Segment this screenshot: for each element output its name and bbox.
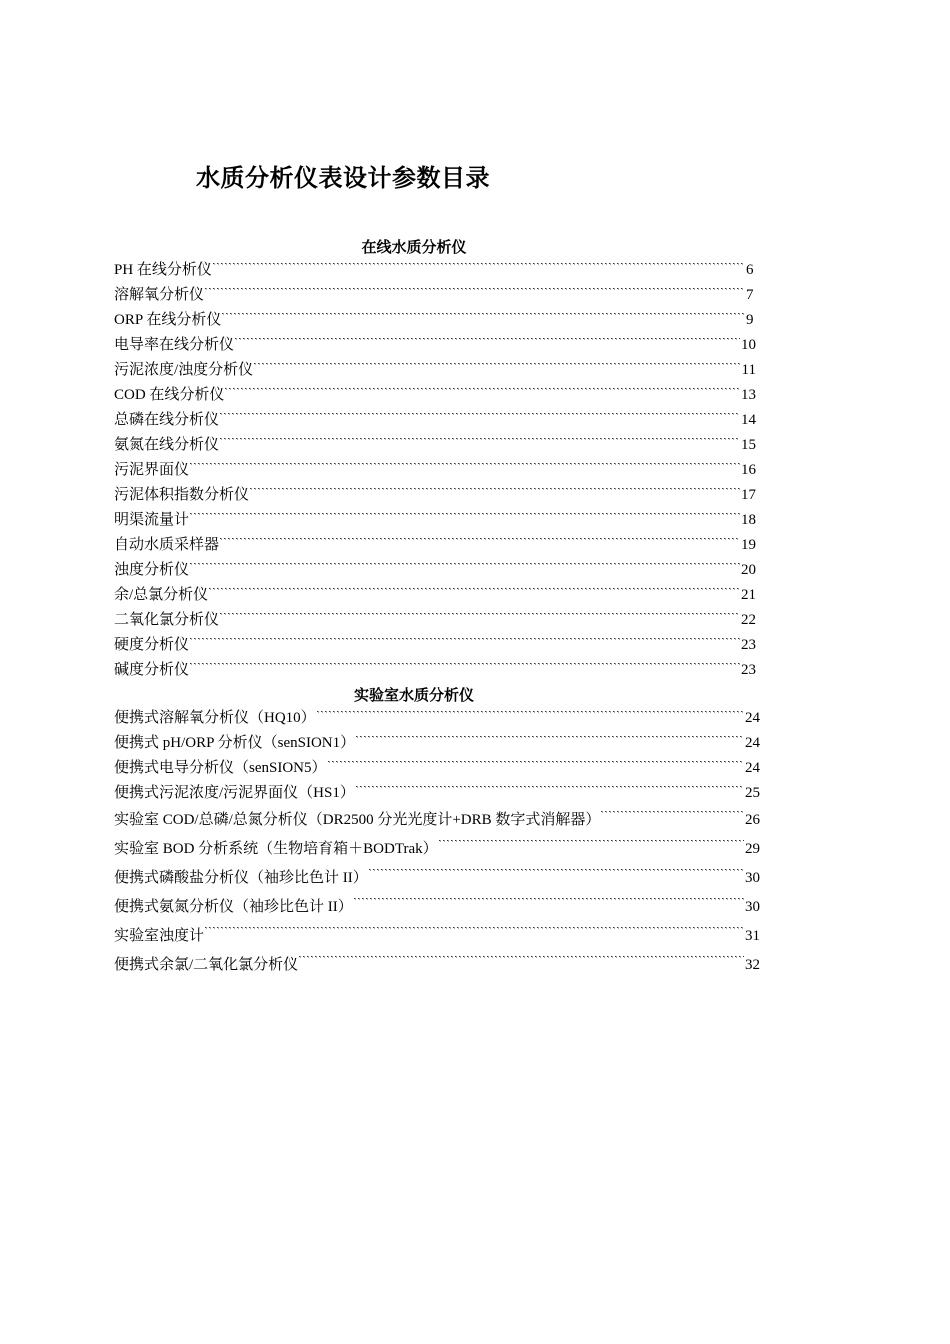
toc-entry[interactable] bbox=[114, 806, 760, 835]
toc-entry-page-number: 23 bbox=[741, 662, 756, 678]
toc-entry-page-number: 24 bbox=[745, 710, 760, 726]
toc-dot-leader bbox=[220, 613, 740, 619]
toc-entry-label: 便携式电导分析仪（senSION5） bbox=[114, 760, 327, 776]
toc-entry-label: 实验室 COD/总磷/总氮分析仪（DR2500 分光光度计+DRB 数字式消解器） bbox=[114, 812, 601, 828]
toc-entry[interactable] bbox=[114, 922, 760, 951]
toc-entry[interactable] bbox=[114, 358, 756, 383]
toc-entry[interactable] bbox=[114, 533, 756, 558]
toc-entry-page-number: 6 bbox=[746, 262, 754, 278]
toc-entry-label: 便携式氨氮分析仪（袖珍比色计 II） bbox=[114, 899, 353, 915]
toc-entry-label: 浊度分析仪 bbox=[114, 562, 190, 578]
toc-entry-page-number: 29 bbox=[745, 841, 760, 857]
toc-entry[interactable] bbox=[114, 781, 760, 806]
toc-entry[interactable] bbox=[114, 383, 756, 408]
toc-entry-page-number: 23 bbox=[741, 637, 756, 653]
toc-dot-leader bbox=[235, 338, 740, 344]
toc-entry-page-number: 18 bbox=[741, 512, 756, 528]
toc-entry-page-number: 20 bbox=[741, 562, 756, 578]
toc-entry[interactable] bbox=[114, 756, 760, 781]
toc-entry-page-number: 16 bbox=[741, 462, 756, 478]
toc-entry-label: 污泥体积指数分析仪 bbox=[114, 487, 250, 503]
toc-entry-label: 余/总氯分析仪 bbox=[114, 587, 209, 603]
toc-entry-label: 便携式污泥浓度/污泥界面仪（HS1） bbox=[114, 785, 355, 801]
toc-dot-leader bbox=[328, 761, 745, 767]
toc-dot-leader bbox=[190, 663, 740, 669]
toc-dot-leader bbox=[356, 736, 744, 742]
section-heading-laboratory: 实验室水质分析仪 bbox=[353, 686, 474, 704]
toc-entry[interactable] bbox=[114, 458, 756, 483]
section-heading-online: 在线水质分析仪 bbox=[361, 238, 467, 256]
toc-entry-label: ORP 在线分析仪 bbox=[114, 312, 222, 328]
toc-entry[interactable] bbox=[114, 864, 760, 893]
toc-entry-page-number: 31 bbox=[745, 928, 760, 944]
toc-list-laboratory bbox=[114, 706, 760, 980]
toc-entry-page-number: 32 bbox=[745, 957, 760, 973]
toc-entry-label: 自动水质采样器 bbox=[114, 537, 220, 553]
toc-entry-page-number: 26 bbox=[745, 812, 760, 828]
toc-dot-leader bbox=[225, 388, 740, 394]
toc-entry-label: 溶解氧分析仪 bbox=[114, 287, 205, 303]
toc-entry[interactable] bbox=[114, 633, 756, 658]
toc-dot-leader bbox=[190, 563, 740, 569]
toc-entry[interactable] bbox=[114, 308, 756, 333]
toc-dot-leader bbox=[220, 438, 740, 444]
toc-entry[interactable] bbox=[114, 893, 760, 922]
toc-dot-leader bbox=[356, 786, 744, 792]
toc-entry[interactable] bbox=[114, 258, 756, 283]
toc-entry-page-number: 10 bbox=[741, 337, 756, 353]
toc-entry-label: 总磷在线分析仪 bbox=[114, 412, 220, 428]
toc-dot-leader bbox=[369, 869, 744, 875]
toc-entry-label: 二氧化氯分析仪 bbox=[114, 612, 220, 628]
toc-entry-label: 硬度分析仪 bbox=[114, 637, 190, 653]
toc-entry-page-number: 22 bbox=[741, 612, 756, 628]
toc-entry-page-number: 17 bbox=[741, 487, 756, 503]
toc-dot-leader bbox=[299, 956, 744, 962]
toc-entry[interactable] bbox=[114, 558, 756, 583]
toc-entry[interactable] bbox=[114, 658, 756, 683]
toc-dot-leader bbox=[205, 927, 744, 933]
toc-entry-page-number: 14 bbox=[741, 412, 756, 428]
toc-dot-leader bbox=[220, 413, 740, 419]
toc-entry-page-number: 24 bbox=[745, 735, 760, 751]
toc-entry-page-number: 19 bbox=[741, 537, 756, 553]
toc-entry[interactable] bbox=[114, 483, 756, 508]
toc-dot-leader bbox=[354, 898, 744, 904]
toc-entry-label: 便携式 pH/ORP 分析仪（senSION1） bbox=[114, 735, 356, 751]
toc-entry-label: 明渠流量计 bbox=[114, 512, 190, 528]
toc-entry[interactable] bbox=[114, 333, 756, 358]
toc-dot-leader bbox=[220, 538, 740, 544]
toc-entry[interactable] bbox=[114, 835, 760, 864]
toc-entry[interactable] bbox=[114, 508, 756, 533]
toc-entry-page-number: 9 bbox=[746, 312, 754, 328]
toc-entry-page-number: 13 bbox=[741, 387, 756, 403]
toc-entry[interactable] bbox=[114, 951, 760, 980]
toc-dot-leader bbox=[209, 588, 740, 594]
toc-list-online bbox=[114, 258, 756, 683]
toc-entry-label: 污泥界面仪 bbox=[114, 462, 190, 478]
toc-entry[interactable] bbox=[114, 731, 760, 756]
toc-dot-leader bbox=[317, 711, 744, 717]
toc-entry-label: 污泥浓度/浊度分析仪 bbox=[114, 362, 254, 378]
toc-dot-leader bbox=[222, 313, 745, 319]
toc-entry-page-number: 21 bbox=[741, 587, 756, 603]
toc-entry-page-number: 24 bbox=[745, 760, 760, 776]
toc-entry[interactable] bbox=[114, 706, 760, 731]
toc-entry-label: 便携式余氯/二氧化氯分析仪 bbox=[114, 957, 299, 973]
toc-entry-label: 便携式磷酸盐分析仪（袖珍比色计 II） bbox=[114, 870, 368, 886]
toc-entry-label: 氨氮在线分析仪 bbox=[114, 437, 220, 453]
toc-entry-label: 便携式溶解氧分析仪（HQ10） bbox=[114, 710, 316, 726]
toc-entry[interactable] bbox=[114, 608, 756, 633]
toc-dot-leader bbox=[190, 638, 740, 644]
toc-dot-leader bbox=[254, 363, 740, 369]
toc-dot-leader bbox=[190, 513, 740, 519]
toc-entry-label: 电导率在线分析仪 bbox=[114, 337, 235, 353]
toc-entry-page-number: 30 bbox=[745, 870, 760, 886]
toc-entry-page-number: 30 bbox=[745, 899, 760, 915]
toc-entry-page-number: 25 bbox=[745, 785, 760, 801]
toc-dot-leader bbox=[213, 263, 745, 269]
document-title: 水质分析仪表设计参数目录 bbox=[196, 164, 490, 192]
toc-dot-leader bbox=[250, 488, 740, 494]
toc-entry-page-number: 15 bbox=[741, 437, 756, 453]
toc-dot-leader bbox=[205, 288, 745, 294]
toc-entry-label: PH 在线分析仪 bbox=[114, 262, 212, 278]
toc-entry[interactable] bbox=[114, 583, 756, 608]
toc-entry-label: 实验室浊度计 bbox=[114, 928, 205, 944]
toc-entry-page-number: 11 bbox=[741, 362, 756, 378]
toc-entry[interactable] bbox=[114, 433, 756, 458]
toc-entry-page-number: 7 bbox=[746, 287, 754, 303]
toc-entry-label: 碱度分析仪 bbox=[114, 662, 190, 678]
toc-entry[interactable] bbox=[114, 408, 756, 433]
toc-dot-leader bbox=[439, 840, 744, 846]
toc-entry[interactable] bbox=[114, 283, 756, 308]
toc-dot-leader bbox=[190, 463, 740, 469]
toc-entry-label: 实验室 BOD 分析系统（生物培育箱＋BODTrak） bbox=[114, 841, 438, 857]
toc-dot-leader bbox=[601, 811, 744, 817]
toc-entry-label: COD 在线分析仪 bbox=[114, 387, 225, 403]
